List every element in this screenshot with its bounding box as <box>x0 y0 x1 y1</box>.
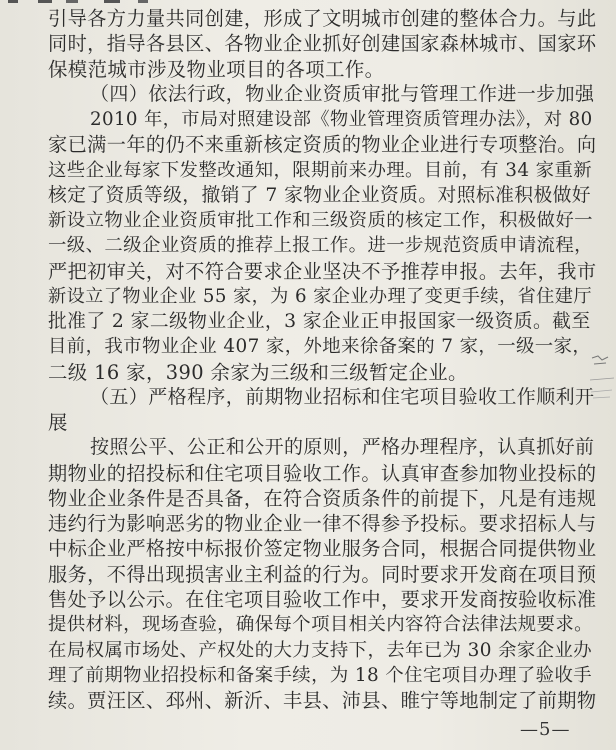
text-line: 这些企业每家下发整改通知，限期前来办理。目前，有 34 家重新 <box>48 159 593 181</box>
text-line: 批准了 2 家二级物业企业，3 家企业正申报国家一级资质。截至 <box>48 311 591 333</box>
text-line: 续。贾汪区、邳州、新沂、丰县、沛县、睢宁等地制定了前期物 <box>48 689 597 712</box>
page-number: —5— <box>520 719 571 740</box>
section-heading: （五）严格程序，前期物业招标和住宅项目验收工作顺利开 <box>90 385 595 408</box>
text-line: 按照公平、公正和公开的原则，严格办理程序，认真抓好前 <box>90 436 595 459</box>
text-line: 目前，我市物业企业 407 家，外地来徐备案的 7 家，一级一家， <box>48 336 592 358</box>
text-line: 理了前期物业招投标和备案手续，为 18 个住宅项目办理了验收手 <box>48 664 593 686</box>
text-line: 一级、二级企业资质的推荐上报工作。进一步规范资质申请流程， <box>48 235 593 257</box>
text-line: 售处予以公示。在住宅项目验收工作中，要求开发商按验收标准 <box>48 588 597 611</box>
section-heading-continued: 展 <box>48 411 68 435</box>
text-line: 严把初审关，对不符合要求企业坚决不予推荐申报。去年，我市 <box>48 259 597 283</box>
text-line: 在局权属市场处、产权处的大力支持下，去年已为 30 余家企业办 <box>48 639 593 661</box>
text-line: 新设立物业企业资质审批工作和三级资质的核定工作，积极做好一 <box>48 210 593 232</box>
text-line: 中标企业严格按中标报价签定物业服务合同，根据合同提供物业 <box>48 537 597 561</box>
text-line: 引导各方力量共同创建，形成了文明城市创建的整体合力。与此 <box>48 7 597 30</box>
text-line: 核定了资质等级，撤销了 7 家物业企业资质。对照标准积极做好 <box>48 184 591 206</box>
text-line: 物业企业条件是否具备，在符合资质条件的前提下，凡是有违规 <box>48 486 597 510</box>
section-heading: （四）依法行政，物业企业资质审批与管理工作进一步加强 <box>90 82 595 105</box>
margin-handwriting <box>588 350 616 410</box>
text-line: 新设立了物业企业 55 家，为 6 家企业办理了变更手续，省住建厅 <box>48 285 592 307</box>
text-line: 违约行为影响恶劣的物业企业一律不得参予投标。要求招标人与 <box>48 512 597 536</box>
text-line: 同时，指导各县区、各物业企业抓好创建国家森林城市、国家环 <box>48 32 597 56</box>
text-line: 保模范城市涉及物业项目的各项工作。 <box>48 57 385 81</box>
text-line: 二级 16 家，390 余家为三级和三级暂定企业。 <box>48 360 468 384</box>
text-line: 提供材料，现场查验，确保每个项目相关内容符合法律法规要求。 <box>48 614 593 636</box>
text-line: 期物业的招投标和住宅项目验收工作。认真审查参加物业投标的 <box>48 461 597 485</box>
text-line: 家已满一年的仍不来重新核定资质的物业企业进行专项整治。向 <box>48 133 597 157</box>
text-line: 2010 年，市局对照建设部《物业管理资质管理办法》，对 80 <box>90 109 593 130</box>
text-line: 服务，不得出现损害业主利益的行为。同时要求开发商在项目预 <box>48 562 597 586</box>
